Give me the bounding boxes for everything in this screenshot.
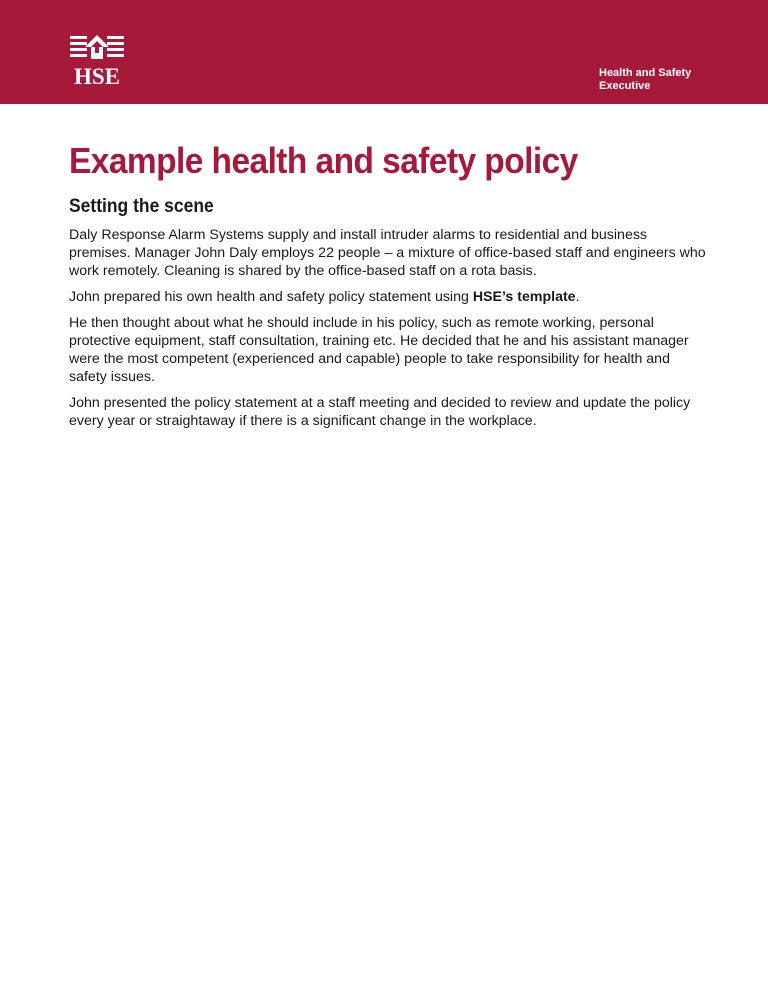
paragraph-2 (69, 288, 709, 306)
document-body (69, 226, 709, 438)
paragraph-1: Daly Response Alarm Systems supply and install intruder alarms to residential and business premises. Manager John Daly employs 22 people – a mixture of office-based staff and engineers who work remotely. Cleaning is shared by the office-based staff on a rota basis. (69, 227, 706, 279)
header-banner (0, 0, 768, 104)
page-title: Example health and safety policy (69, 140, 578, 181)
section-heading: Setting the scene (69, 196, 214, 217)
hse-emblem-icon (68, 35, 126, 65)
organisation-name (599, 67, 759, 93)
paragraph-2-text: John prepared his own health and safety policy statement using (69, 289, 473, 305)
organisation-name-line2: Executive (599, 80, 651, 92)
paragraph-2-end: . (575, 289, 580, 305)
hse-template-reference: HSE’s template (472, 289, 576, 305)
hse-logo (68, 35, 126, 89)
paragraph-3: He then thought about what he should include in his policy, such as remote working, personal protective equipment, staff consultation, training etc. He decided that he and his assistant manager were the most competent (experienced and capable) people to take responsibility for health and safety issues. (69, 315, 689, 385)
logo-text: HSE (73, 64, 121, 89)
paragraph-4: John presented the policy statement at a staff meeting and decided to review and update the policy every year or straightaway if there is a significant change in the workplace. (69, 395, 691, 429)
organisation-name-line1: Health and Safety (599, 67, 692, 79)
